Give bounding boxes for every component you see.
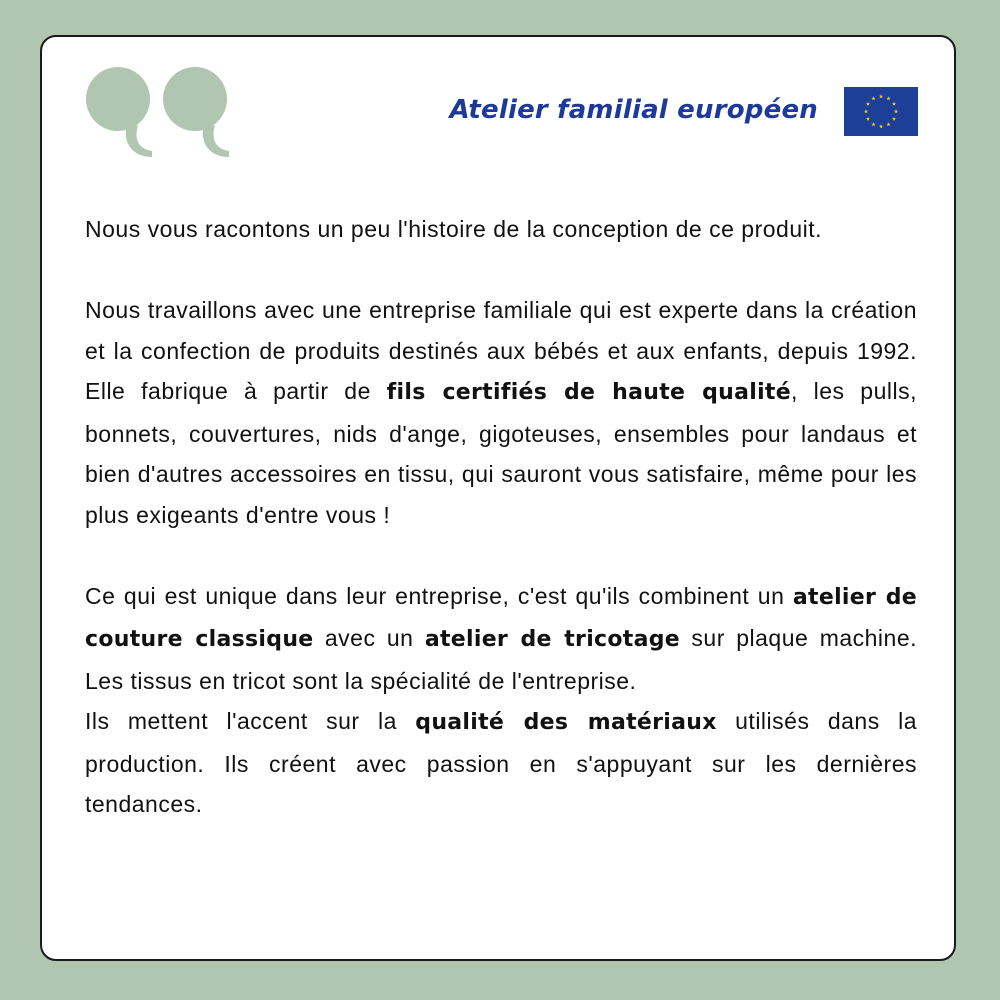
body-text — [85, 209, 917, 825]
brand-title: Atelier familial européen — [449, 95, 818, 125]
paragraph-workshops: Ce qui est unique dans leur entreprise, c'est qu'ils combinent un atelier de couture classique avec un atelier de tricotage sur plaque machine. Les tissus en tricot sont la spécialité de l'entreprise. — [85, 582, 918, 694]
info-card — [40, 35, 956, 961]
emphasis-material-quality: qualité des matériaux — [415, 710, 717, 735]
paragraph-company: Nous travaillons avec une entreprise familiale qui est experte dans la création et la confection de produits destinés aux bébés et aux enfants, depuis 1992. Elle fabrique à partir de fils certifiés de haute qualité, les pulls, bonnets, couvertures, nids d'ange, gigoteuses, ensembles pour landaus et bien d'autres accessoires en tissu, qui sauront vous satisfaire, même pour les plus exigeants d'entre vous ! — [85, 297, 917, 528]
paragraph-quality: Ils mettent l'accent sur la qualité des matériaux utilisés dans la production. Ils créent avec passion en s'appuyant sur les dernières tendances. — [85, 708, 918, 817]
emphasis-knitting-workshop: atelier de tricotage — [424, 627, 681, 652]
quote-mark-icon — [86, 65, 231, 161]
emphasis-sewing-workshop: atelier de couture classique — [85, 584, 917, 652]
emphasis-certified-yarn: fils certifiés de haute qualité — [386, 380, 791, 405]
eu-flag-icon — [844, 87, 918, 136]
paragraph-intro: Nous vous racontons un peu l'histoire de la conception de ce produit. — [85, 216, 822, 242]
